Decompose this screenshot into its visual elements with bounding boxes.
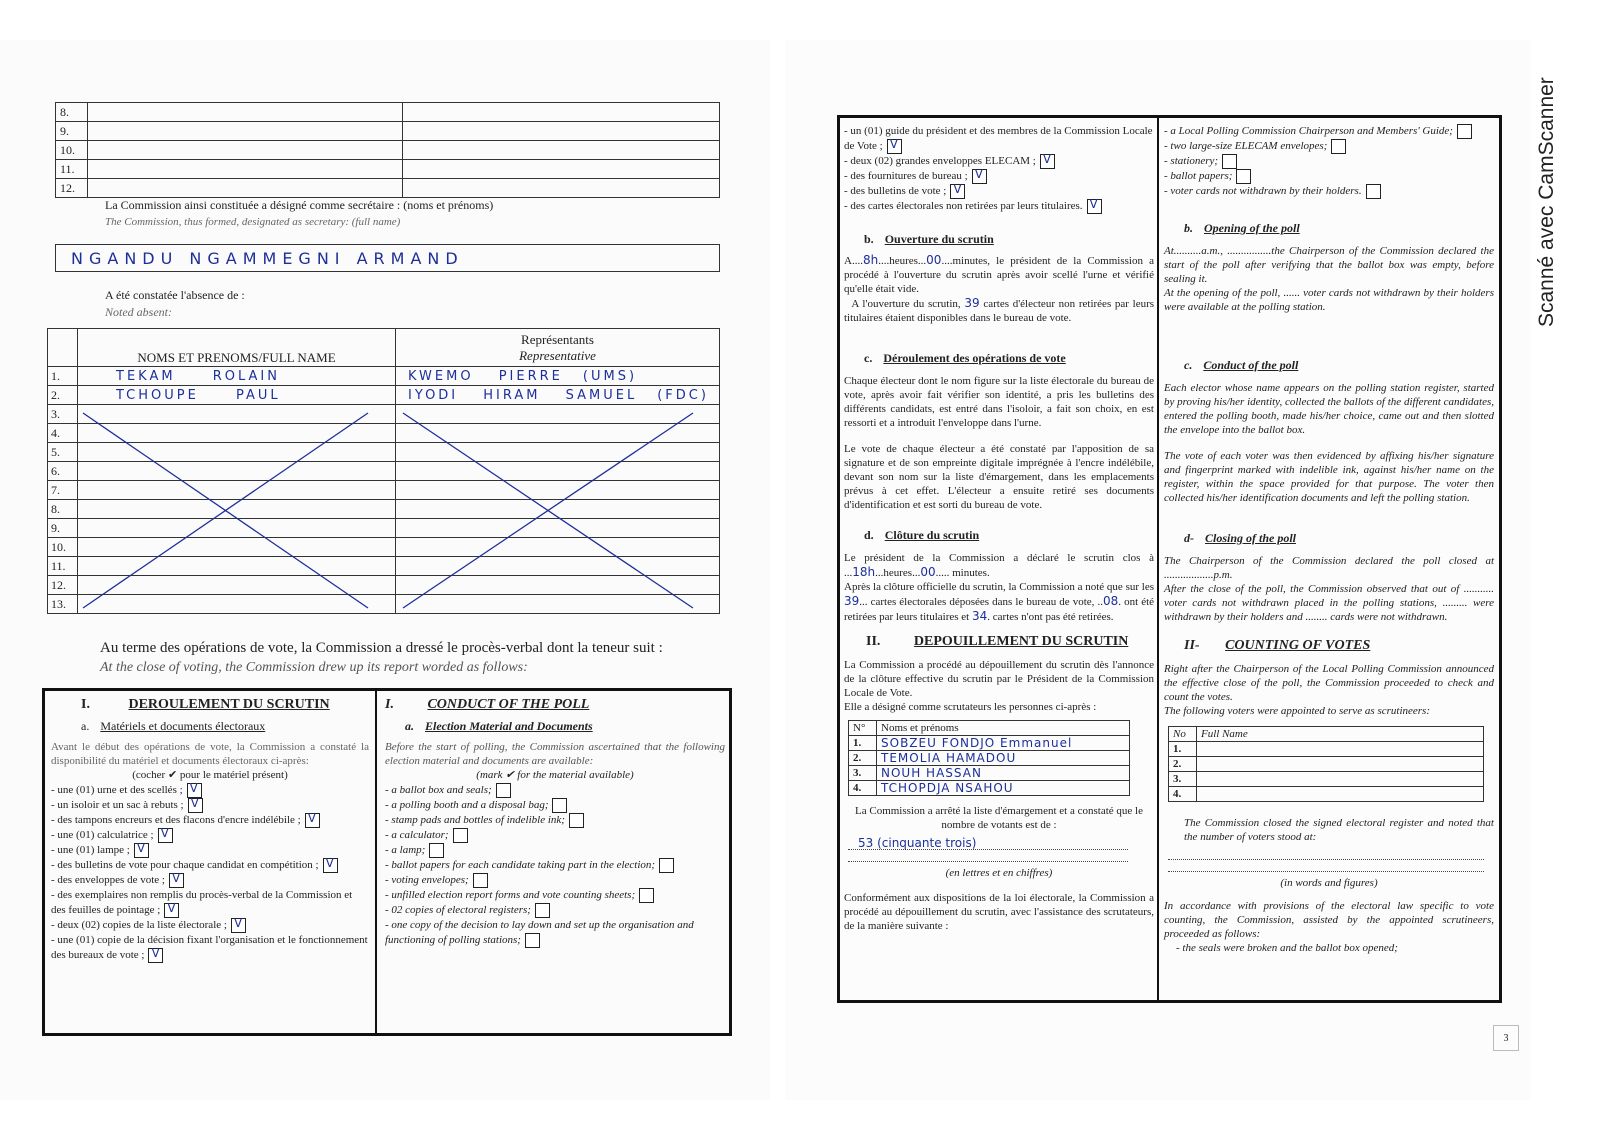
material-checkbox[interactable] <box>473 873 488 888</box>
scrutineer-number: 2. <box>1169 757 1197 772</box>
scrutineer-name: NOUH HASSAN <box>881 766 982 781</box>
material-item: - des tampons encreurs et des flacons d'encre indélébile ;V <box>51 813 369 828</box>
opening-hour-fr: 8h <box>862 253 879 268</box>
closing-fr-p1a: Le président de la Commission a déclaré le scrutin clos à <box>844 552 1154 565</box>
material-item-label: a polling booth and a disposal bag; <box>391 799 549 812</box>
secretary-name: NGANDU NGAMMEGNI ARMAND <box>71 249 464 268</box>
material-item-label: deux (02) copies de la liste électorale ; <box>57 919 227 932</box>
section-ii-fr-num: II. <box>866 634 881 650</box>
material-item-label: stationery; <box>1170 155 1219 168</box>
material-item: - des exemplaires non remplis du procès-verbal de la Commission et des feuilles de pointage ;V <box>51 888 369 918</box>
row-number: 10. <box>56 141 88 160</box>
material-intro-fr: Avant le début des opérations de vote, la Commission a constaté la disponibilité du matériel et documents électoraux ci-après: <box>51 741 369 767</box>
opening-fr-p1: A....8h....heures...00....minutes, le président de la Commission a procédé à l'ouverture du scrutin après avoir scellé l'urne et vérifié qu'elle était vide. <box>844 253 1154 296</box>
check-note-en: (mark ✔ for the material available) <box>476 769 634 781</box>
absent-label-en: Noted absent: <box>105 305 172 319</box>
sub-b-fr-label: b. <box>864 232 874 247</box>
material-item-label: unfilled election report forms and vote counting sheets; <box>391 889 636 902</box>
absent-party: (UMS) <box>582 369 638 384</box>
material-item: - a calculator; <box>385 828 725 843</box>
material-item: - une (01) lampe ;V <box>51 843 369 858</box>
scrutineer-row <box>849 781 1130 796</box>
absent-row-number: 3. <box>48 405 78 424</box>
material-item: - a Local Polling Commission Chairperson and Members' Guide; <box>1164 124 1494 139</box>
sub-b-fr-title: Ouverture du scrutin <box>884 232 994 247</box>
absent-label-fr: A été constatée l'absence de : <box>105 288 245 302</box>
material-item-label: une (01) lampe ; <box>57 844 130 857</box>
absent-row-number: 11. <box>48 557 78 576</box>
section-i-en <box>385 697 725 948</box>
material-item: - une (01) calculatrice ;V <box>51 828 369 843</box>
counting-en-p5: - the seals were broken and the ballot box opened; <box>1176 942 1398 955</box>
closing-fr-p2d: cartes n'ont pas été retirées. <box>992 611 1114 624</box>
material-item: - deux (02) copies de la liste électorale ;V <box>51 918 369 933</box>
material-checkbox[interactable] <box>950 184 965 199</box>
absent-row-number: 12. <box>48 576 78 595</box>
right-page-frame <box>837 115 1502 1003</box>
material-item: - des bulletins de vote ;V <box>844 184 1154 199</box>
cards-not-withdrawn-fr: 34 <box>971 609 988 624</box>
conduct-fr-p1: Chaque électeur dont le nom figure sur la liste électorale du bureau de vote, après avoir fait vérifier son identité, a pris les bulletins des différents candidats, est entré dans l'isoloir, a fait son choix, en est ressorti et a introduit l'enveloppe dans l'urne. <box>844 375 1154 430</box>
material-item: - ballot papers for each candidate taking part in the election; <box>385 858 725 873</box>
section-i-fr-num: I. <box>81 697 90 712</box>
right-fr-column <box>844 124 1154 933</box>
opening-fr-at: A <box>844 255 852 268</box>
section-ii-fr-title: DEPOUILLEMENT DU SCRUTIN <box>913 634 1129 650</box>
conduct-en-p2: The vote of each voter was then evidenced by affixing his/her signature and fingerprint marked with indelible ink, against his/her name on the register, within the space provided for that purpose. The voter then collected his/her identification documents and left the polling station. <box>1164 450 1494 505</box>
closing-en-p2: After the close of the poll, the Commission observed that out of ........... voter cards not withdrawn placed in the polling stations, ......... were withdrawn by their holders and ........ cards were not withdrawn. <box>1164 583 1494 624</box>
left-page <box>0 40 770 1100</box>
material-checkbox[interactable] <box>1331 139 1346 154</box>
page-number: 3 <box>1493 1025 1519 1051</box>
material-item-label: two large-size ELECAM envelopes; <box>1170 140 1328 153</box>
report-intro-fr: Au terme des opérations de vote, la Commission a dressé le procès-verbal dont la teneur suit : <box>100 640 663 656</box>
material-item: - voter cards not withdrawn by their holders. <box>1164 184 1494 199</box>
material-item-label: des fournitures de bureau ; <box>850 170 968 183</box>
material-checkbox[interactable] <box>169 873 184 888</box>
material-checkbox[interactable] <box>134 843 149 858</box>
row-number: 11. <box>56 160 88 179</box>
watermark-text: Scanné avec CamScanner <box>1535 77 1558 327</box>
sub-b-en-label: b. <box>1184 221 1193 236</box>
absent-row-number: 5. <box>48 443 78 462</box>
material-checkbox[interactable] <box>1040 154 1055 169</box>
material-checkbox[interactable] <box>1087 199 1102 214</box>
col-rep-header-en: Representative <box>519 347 596 363</box>
material-checkbox[interactable] <box>148 948 163 963</box>
secretary-name-box <box>55 244 720 272</box>
material-item-label: un isoloir et un sac à rebuts ; <box>57 799 184 812</box>
scrutineer-number: 2. <box>849 751 877 766</box>
material-checkbox[interactable] <box>158 828 173 843</box>
material-checkbox[interactable] <box>569 813 584 828</box>
material-item-label: une (01) copie de la décision fixant l'organisation et le fonctionnement des bureaux de vote ; <box>51 934 368 962</box>
opening-minutes-fr: 00 <box>926 253 942 268</box>
col-name-en: Full Name <box>1197 727 1484 742</box>
opening-en-p2: At the opening of the poll, ...... voter cards not withdrawn by their holders were available at the polling station. <box>1164 287 1494 314</box>
material-item: - one copy of the decision to lay down and set up the organisation and functioning of polling stations; <box>385 919 694 947</box>
material-item: - un (01) guide du président et des membres de la Commission Locale de Vote ;V <box>844 124 1154 154</box>
material-item: - a polling booth and a disposal bag; <box>385 798 725 813</box>
absent-representative: IYODI HIRAM SAMUEL <box>408 388 638 403</box>
opening-fr-p2a: A l'ouverture du scrutin, <box>851 298 961 311</box>
material-item: - a ballot box and seals; <box>385 783 725 798</box>
opening-cards-fr: 39 <box>964 296 980 311</box>
material-item-label: one copy of the decision to lay down and set up the organisation and functioning of polling stations; <box>385 919 694 947</box>
material-checkbox[interactable] <box>1222 154 1237 169</box>
material-checkbox[interactable] <box>496 783 511 798</box>
material-list-fr-cont <box>844 124 1154 214</box>
material-item: - stamp pads and bottles of indelible ink; <box>385 813 725 828</box>
scrutineer-row <box>1169 772 1484 787</box>
member-row <box>56 103 720 122</box>
counting-en-p1: Right after the Chairperson of the Local Polling Commission announced the effective close of the poll, the Commission proceeded to check and count the votes. <box>1164 663 1494 704</box>
material-intro-en: Before the start of polling, the Commission ascertained that the following election material and documents are available: <box>385 741 725 767</box>
closing-fr-p1c: minutes. <box>952 567 990 580</box>
member-row <box>56 160 720 179</box>
closing-fr-p2a: Après la clôture officielle du scrutin, la Commission a noté que sur les <box>844 581 1154 594</box>
cards-deposited-fr: 39 <box>844 594 860 609</box>
col-name-fr: Noms et prénoms <box>877 721 1130 736</box>
closing-fr-p2b: cartes électorales déposées dans le bureau de vote, <box>870 596 1095 609</box>
material-item-label: une (01) urne et des scellés ; <box>57 784 183 797</box>
words-note-en: (in words and figures) <box>1280 877 1378 890</box>
scrutineer-row <box>1169 742 1484 757</box>
counting-en-p2: The following voters were appointed to serve as scrutineers: <box>1164 705 1431 718</box>
material-item-label: voting envelopes; <box>391 874 469 887</box>
material-item: - des fournitures de bureau ;V <box>844 169 1154 184</box>
closing-fr-heures: heures <box>883 567 913 580</box>
conduct-fr-p2: Le vote de chaque électeur a été constaté par l'apposition de sa signature et de son empreinte digitale imprégnée à l'encre indélébile, devant son nom sur la liste d'émargement, dans les emplacements prévus à cet effet. L'électeur a ensuite retiré ses documents d'identification et est sorti du bureau de vote. <box>844 443 1154 512</box>
closing-fr-p1: Le président de la Commission a déclaré le scrutin clos à ...18h...heures...00..... minutes. <box>844 552 1154 580</box>
material-checkbox[interactable] <box>305 813 320 828</box>
material-item: - une (01) urne et des scellés ;V <box>51 783 369 798</box>
opening-fr-p2b: cartes d'électeur non retirées par leurs titulaires étaient disponibles dans le bureau de vote. <box>844 298 1155 325</box>
material-checkbox[interactable] <box>887 139 902 154</box>
counting-en-p4: In accordance with provisions of the electoral law specific to vote counting, the Commission, assisted by the appointed scrutineers, proceeded as follows: <box>1164 900 1494 941</box>
words-note-fr: (en lettres et en chiffres) <box>945 867 1053 880</box>
voters-count-fr: 53 (cinquante trois) <box>858 836 977 851</box>
absent-row-number: 8. <box>48 500 78 519</box>
section-i-en-num: I. <box>385 697 394 712</box>
sub-b-en-title: Opening of the poll <box>1204 221 1300 236</box>
material-item: - 02 copies of electoral registers; <box>385 903 725 918</box>
opening-fr-heures: heures <box>889 255 918 268</box>
row-number: 9. <box>56 122 88 141</box>
counting-fr-p2: Elle a désigné comme scrutateurs les personnes ci-après : <box>844 701 1097 714</box>
section-i-fr-title: DEROULEMENT DU SCRUTIN <box>128 697 330 712</box>
section-i-en-title: CONDUCT OF THE POLL <box>427 697 590 712</box>
material-checkbox[interactable] <box>1236 169 1251 184</box>
closing-hour-fr: 18h <box>852 565 876 580</box>
material-item: - two large-size ELECAM envelopes; <box>1164 139 1494 154</box>
check-note-fr: (cocher ✔ pour le matériel présent) <box>132 769 288 781</box>
absent-row <box>48 367 720 386</box>
material-list-en <box>385 783 725 948</box>
sub-a-en-label: a. <box>405 719 414 733</box>
closing-minutes-fr: 00 <box>920 565 936 580</box>
section-i-fr <box>51 697 369 963</box>
scrutineer-number: 3. <box>849 766 877 781</box>
counting-fr-p1: La Commission a procédé au dépouillement du scrutin dès l'annonce de la clôture effective du scrutin par le Président de la Commission Locale de Vote. <box>844 659 1154 700</box>
right-en-column <box>1164 124 1494 955</box>
material-checkbox[interactable] <box>535 903 550 918</box>
material-checkbox[interactable] <box>659 858 674 873</box>
voters-count-label-fr: La Commission a arrêté la liste d'émargement et a constaté que le nombre de votants est de : <box>855 805 1143 832</box>
scrutineers-table-fr <box>848 720 1130 796</box>
cards-withdrawn-fr: 08 <box>1103 594 1119 609</box>
material-item: - une (01) copie de la décision fixant l'organisation et le fonctionnement des bureaux de vote ;V <box>51 933 369 963</box>
member-row <box>56 122 720 141</box>
opening-fr-p2 <box>844 296 1154 325</box>
material-checkbox[interactable] <box>972 169 987 184</box>
section-i-box <box>42 688 732 1036</box>
absent-row-number: 1. <box>48 367 78 386</box>
material-item-label: des tampons encreurs et des flacons d'encre indélébile ; <box>57 814 301 827</box>
absent-row-number: 6. <box>48 462 78 481</box>
material-item-label: ballot papers for each candidate taking part in the election; <box>391 859 656 872</box>
conduct-en-p1: Each elector whose name appears on the polling station register, started by proving his/her identity, collected the ballots of the different candidates, entered the polling booth, made his/her choice, came out and then slotted the envelope into the ballot box. <box>1164 382 1494 437</box>
material-checkbox[interactable] <box>1366 184 1381 199</box>
secretary-label-en: The Commission, thus formed, designated as secretary: (full name) <box>105 216 401 228</box>
scrutineer-name: TCHOPDJA NSAHOU <box>881 781 1014 796</box>
material-checkbox[interactable] <box>429 843 444 858</box>
sub-d-fr-label: d. <box>864 528 874 543</box>
material-item-label: a lamp; <box>391 844 426 857</box>
absent-representative: KWEMO PIERRE <box>408 369 563 384</box>
absent-row-number: 7. <box>48 481 78 500</box>
material-item-label: ballot papers; <box>1170 170 1233 183</box>
sub-c-en-title: Conduct of the poll <box>1203 358 1299 373</box>
scrutineer-row <box>849 751 1130 766</box>
scrutineers-table-en <box>1168 726 1484 802</box>
col-rep-header-fr: Représentants <box>521 331 594 347</box>
scrutineer-number: 4. <box>849 781 877 796</box>
material-item-label: a ballot box and seals; <box>391 784 492 797</box>
scrutineer-row <box>849 766 1130 781</box>
material-item: - a lamp; <box>385 843 725 858</box>
material-checkbox[interactable] <box>231 918 246 933</box>
member-row <box>56 141 720 160</box>
sub-c-fr-label: c. <box>864 351 873 366</box>
row-number: 12. <box>56 179 88 198</box>
material-item-label: une (01) calculatrice ; <box>57 829 154 842</box>
material-item-label: un (01) guide du président et des membres de la Commission Locale de Vote ; <box>844 125 1153 153</box>
material-item-label: des cartes électorales non retirées par leurs titulaires. <box>850 200 1083 213</box>
material-checkbox[interactable] <box>164 903 179 918</box>
scrutineer-row <box>1169 787 1484 802</box>
material-item: - un isoloir et un sac à rebuts ;V <box>51 798 369 813</box>
material-item: - des enveloppes de vote ;V <box>51 873 369 888</box>
material-item: - voting envelopes; <box>385 873 725 888</box>
sub-d-fr-title: Clôture du scrutin <box>884 528 980 543</box>
material-checkbox[interactable] <box>639 888 654 903</box>
material-item: - des cartes électorales non retirées par leurs titulaires.V <box>844 199 1154 214</box>
col-name-header: NOMS ET PRENOMS/FULL NAME <box>78 329 396 367</box>
material-item: - ballot papers; <box>1164 169 1494 184</box>
sub-d-en-title: Closing of the poll <box>1205 531 1297 546</box>
sub-c-fr-title: Déroulement des opérations de vote <box>883 351 1066 366</box>
material-item-label: des exemplaires non remplis du procès-verbal de la Commission et des feuilles de pointage ; <box>51 889 353 917</box>
absent-name: TEKAM ROLAIN <box>116 369 280 384</box>
scrutineer-name: SOBZEU FONDJO Emmanuel <box>881 736 1073 751</box>
secretary-label-fr: La Commission ainsi constituée a désigné comme secrétaire : (noms et prénoms) <box>105 198 494 212</box>
material-item-label: 02 copies of electoral registers; <box>391 904 531 917</box>
material-item-label: a calculator; <box>391 829 449 842</box>
material-checkbox[interactable] <box>453 828 468 843</box>
scanner-watermark <box>1520 40 1560 330</box>
absent-row-number: 9. <box>48 519 78 538</box>
material-checkbox[interactable] <box>323 858 338 873</box>
material-item-label: deux (02) grandes enveloppes ELECAM ; <box>850 155 1036 168</box>
material-item: - des bulletins de vote pour chaque candidat en compétition ;V <box>51 858 369 873</box>
absent-row-number: 4. <box>48 424 78 443</box>
closing-fr-p2c: ont été retirées par leurs titulaires et <box>844 596 1155 624</box>
absent-row-number: 13. <box>48 595 78 614</box>
right-page <box>785 40 1530 1100</box>
scrutineer-number: 4. <box>1169 787 1197 802</box>
col-rep-header <box>396 329 720 367</box>
material-checkbox[interactable] <box>525 933 540 948</box>
scrutineer-row <box>849 736 1130 751</box>
section-ii-en-num: II- <box>1184 638 1200 654</box>
material-checkbox[interactable] <box>1457 124 1472 139</box>
material-list-fr <box>51 783 369 963</box>
counting-fr-p4: Conformément aux dispositions de la loi électorale, la Commission a procédé au dépouillement du scrutin, avec l'assistance des scrutateurs, de la manière suivante : <box>844 892 1154 933</box>
col-no-fr: N° <box>849 721 877 736</box>
material-item-label: des bulletins de vote ; <box>850 185 947 198</box>
material-list-en-cont <box>1164 124 1494 199</box>
sub-a-fr-title: Matériels et documents électoraux <box>100 719 266 733</box>
sub-c-en-label: c. <box>1184 358 1193 373</box>
closing-en-p1: The Chairperson of the Commission declared the poll closed at ..................p.m. <box>1164 555 1494 582</box>
section-ii-en-title: COUNTING OF VOTES <box>1225 638 1371 654</box>
material-item-label: voter cards not withdrawn by their holders. <box>1170 185 1362 198</box>
members-table-continued <box>55 102 720 198</box>
absent-row-number: 10. <box>48 538 78 557</box>
material-checkbox[interactable] <box>188 798 203 813</box>
material-item: - deux (02) grandes enveloppes ELECAM ;V <box>844 154 1154 169</box>
material-item-label: des bulletins de vote pour chaque candidat en compétition ; <box>57 859 319 872</box>
report-intro-en: At the close of voting, the Commission drew up its report worded as follows: <box>100 660 528 675</box>
scrutineer-number: 1. <box>1169 742 1197 757</box>
sub-d-en-label: d- <box>1184 531 1194 546</box>
member-row <box>56 179 720 198</box>
absent-party: (FDC) <box>657 388 709 403</box>
material-item: - stationery; <box>1164 154 1494 169</box>
opening-en-p1: At..........a.m., ................the Chairperson of the Commission declared the start of the poll after verifying that the ballot box was empty, before sealing it. <box>1164 245 1494 286</box>
sub-a-fr-label: a. <box>81 719 90 733</box>
material-item: - unfilled election report forms and vote counting sheets; <box>385 888 725 903</box>
material-item-label: stamp pads and bottles of indelible ink; <box>391 814 565 827</box>
material-checkbox[interactable] <box>552 798 567 813</box>
absent-row <box>48 386 720 405</box>
scrutineer-name: TEMOLIA HAMADOU <box>881 751 1017 766</box>
sub-a-en-title: Election Material and Documents <box>425 719 593 733</box>
voters-count-label-en: The Commission closed the signed electoral register and noted that the number of voters stood at: <box>1184 817 1494 844</box>
absent-row-number: 2. <box>48 386 78 405</box>
opening-fr-rest: minutes, le président de la Commission a procédé à l'ouverture du scrutin après avoir scellé l'urne et vérifié qu'elle était vide. <box>844 255 1154 296</box>
col-no-en: No <box>1169 727 1197 742</box>
closing-fr-p2: Après la clôture officielle du scrutin, la Commission a noté que sur les 39... cartes électorales déposées dans le bureau de vote, ..08. ont été retirées par leurs titulaires et 34. cartes n'ont pas été retirées. <box>844 581 1155 624</box>
scrutineer-number: 1. <box>849 736 877 751</box>
strike-through-crosses <box>78 408 720 616</box>
scrutineer-row <box>1169 757 1484 772</box>
material-item-label: des enveloppes de vote ; <box>57 874 165 887</box>
row-number: 8. <box>56 103 88 122</box>
material-item-label: a Local Polling Commission Chairperson and Members' Guide; <box>1170 125 1453 138</box>
absent-name: TCHOUPE PAUL <box>116 388 281 403</box>
scrutineer-number: 3. <box>1169 772 1197 787</box>
